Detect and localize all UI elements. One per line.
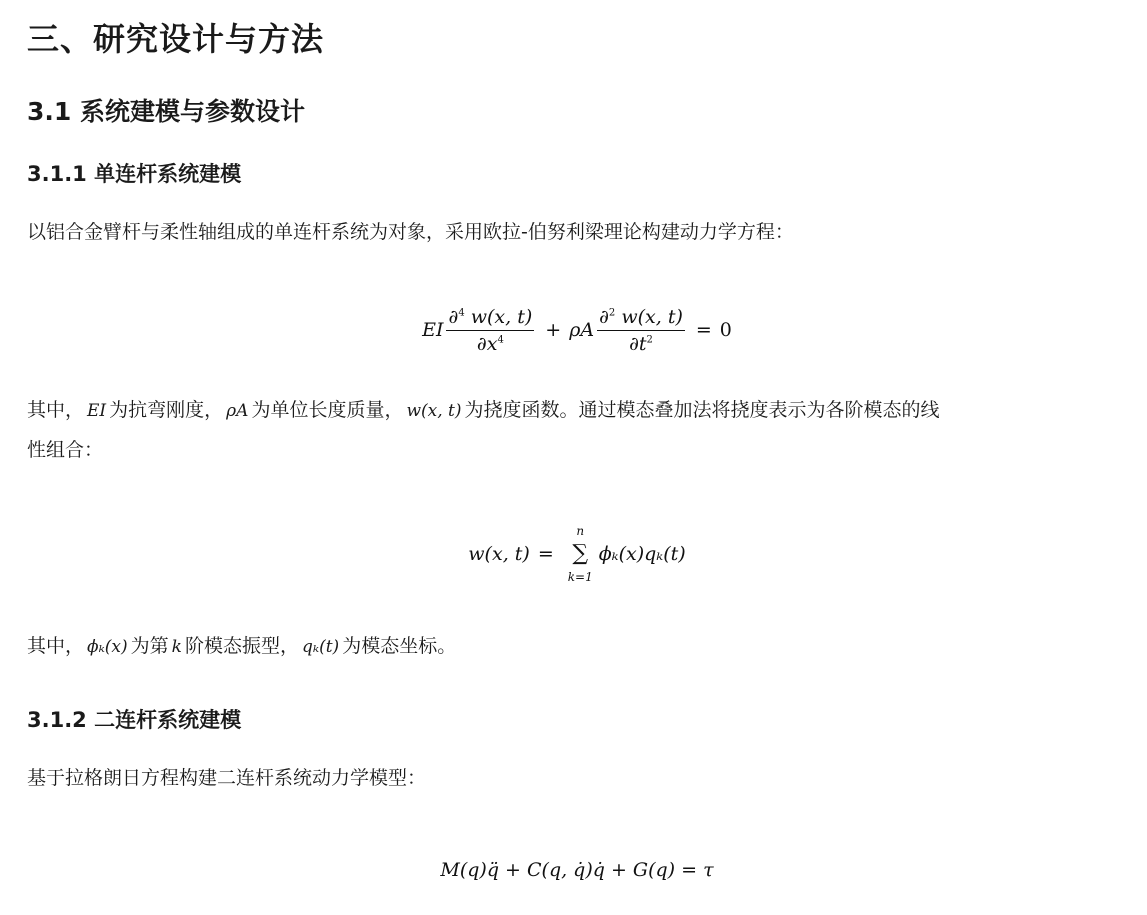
- eq1-fraction-1: [446, 306, 534, 355]
- equation-lagrange-dynamics: [27, 852, 1127, 888]
- subsubsection-heading-312: 3.1.2 二连杆系统建模: [27, 708, 242, 732]
- where2-math-q: qₖ(t): [302, 637, 340, 657]
- eq2-summation: [568, 525, 593, 583]
- where2-math-phi: ϕₖ(x): [87, 637, 128, 657]
- where2-text-4: 为模态坐标。: [342, 635, 457, 657]
- eq1-den-order-4: 4: [497, 334, 504, 346]
- where1-math-w: w(x, t): [406, 401, 462, 421]
- where2-text-1: 其中，: [27, 635, 85, 657]
- eq1-den-2: [627, 331, 655, 355]
- equation-euler-bernoulli: [27, 300, 1127, 360]
- paragraph-intro-311: 以铝合金臂杆与柔性轴组成的单连杆系统为对象，采用欧拉-伯努利梁理论构建动力学方程：: [27, 221, 794, 243]
- where1-text-1: 其中，: [27, 399, 85, 421]
- where2-math-k: k: [171, 637, 182, 657]
- eq1-zero: 0: [719, 319, 732, 341]
- eq1-order-2: 2: [608, 307, 616, 319]
- eq2-lhs: w(x, t): [468, 543, 530, 565]
- eq1-dt: ∂t: [629, 332, 647, 355]
- eq1-w-1: w(x, t): [470, 305, 533, 328]
- where1-text-3: 为单位长度质量，: [251, 399, 404, 421]
- where1-text-4: 为挠度函数。通过模态叠加法将挠度表示为各阶模态的线: [464, 399, 940, 421]
- eq1-plus: +: [545, 319, 562, 341]
- subsection-heading: 3.1 系统建模与参数设计: [27, 97, 305, 126]
- where2-text-3: 阶模态振型，: [184, 635, 299, 657]
- where1-text-2: 为抗弯刚度，: [109, 399, 224, 421]
- paragraph-where-2: [27, 628, 456, 665]
- where1-math-rhoa: ρA: [226, 401, 249, 421]
- equation-modal-superposition: [27, 516, 1127, 592]
- paragraph-where-1: [27, 392, 940, 429]
- where2-text-2: 为第: [130, 635, 169, 657]
- eq2-sum-sigma: ∑: [572, 541, 589, 566]
- eq1-partial-1: ∂: [448, 305, 459, 328]
- eq2-equals: =: [537, 543, 554, 565]
- eq1-w-2: w(x, t): [621, 305, 683, 328]
- eq2-term: ϕₖ(x)qₖ(t): [598, 543, 686, 565]
- eq1-rho-a: ρA: [569, 319, 595, 341]
- section-heading: 三、研究设计与方法: [27, 20, 325, 58]
- paragraph-where-1-cont: 性组合：: [27, 439, 104, 461]
- eq1-fraction-2: [597, 306, 685, 355]
- eq1-partial-2: ∂: [599, 305, 609, 328]
- eq1-den-order-2: 2: [646, 334, 653, 346]
- eq1-order-4: 4: [458, 307, 465, 319]
- eq1-ei: EI: [422, 319, 444, 341]
- eq1-num-1: [446, 306, 534, 331]
- subsubsection-heading-311: 3.1.1 单连杆系统建模: [27, 162, 242, 186]
- eq1-den-1: [475, 331, 506, 355]
- eq1-num-2: [597, 306, 685, 331]
- eq1-dx: ∂x: [476, 332, 498, 355]
- eq2-sum-upper: n: [576, 524, 585, 538]
- eq2-sum-lower: k=1: [567, 570, 593, 584]
- where1-math-ei: EI: [87, 401, 107, 421]
- eq1-equals: =: [695, 319, 712, 341]
- paragraph-intro-312: 基于拉格朗日方程构建二连杆系统动力学模型：: [27, 767, 427, 789]
- eq3-text: M(q)q̈ + C(q, q̇)q̇ + G(q) = τ: [440, 859, 714, 881]
